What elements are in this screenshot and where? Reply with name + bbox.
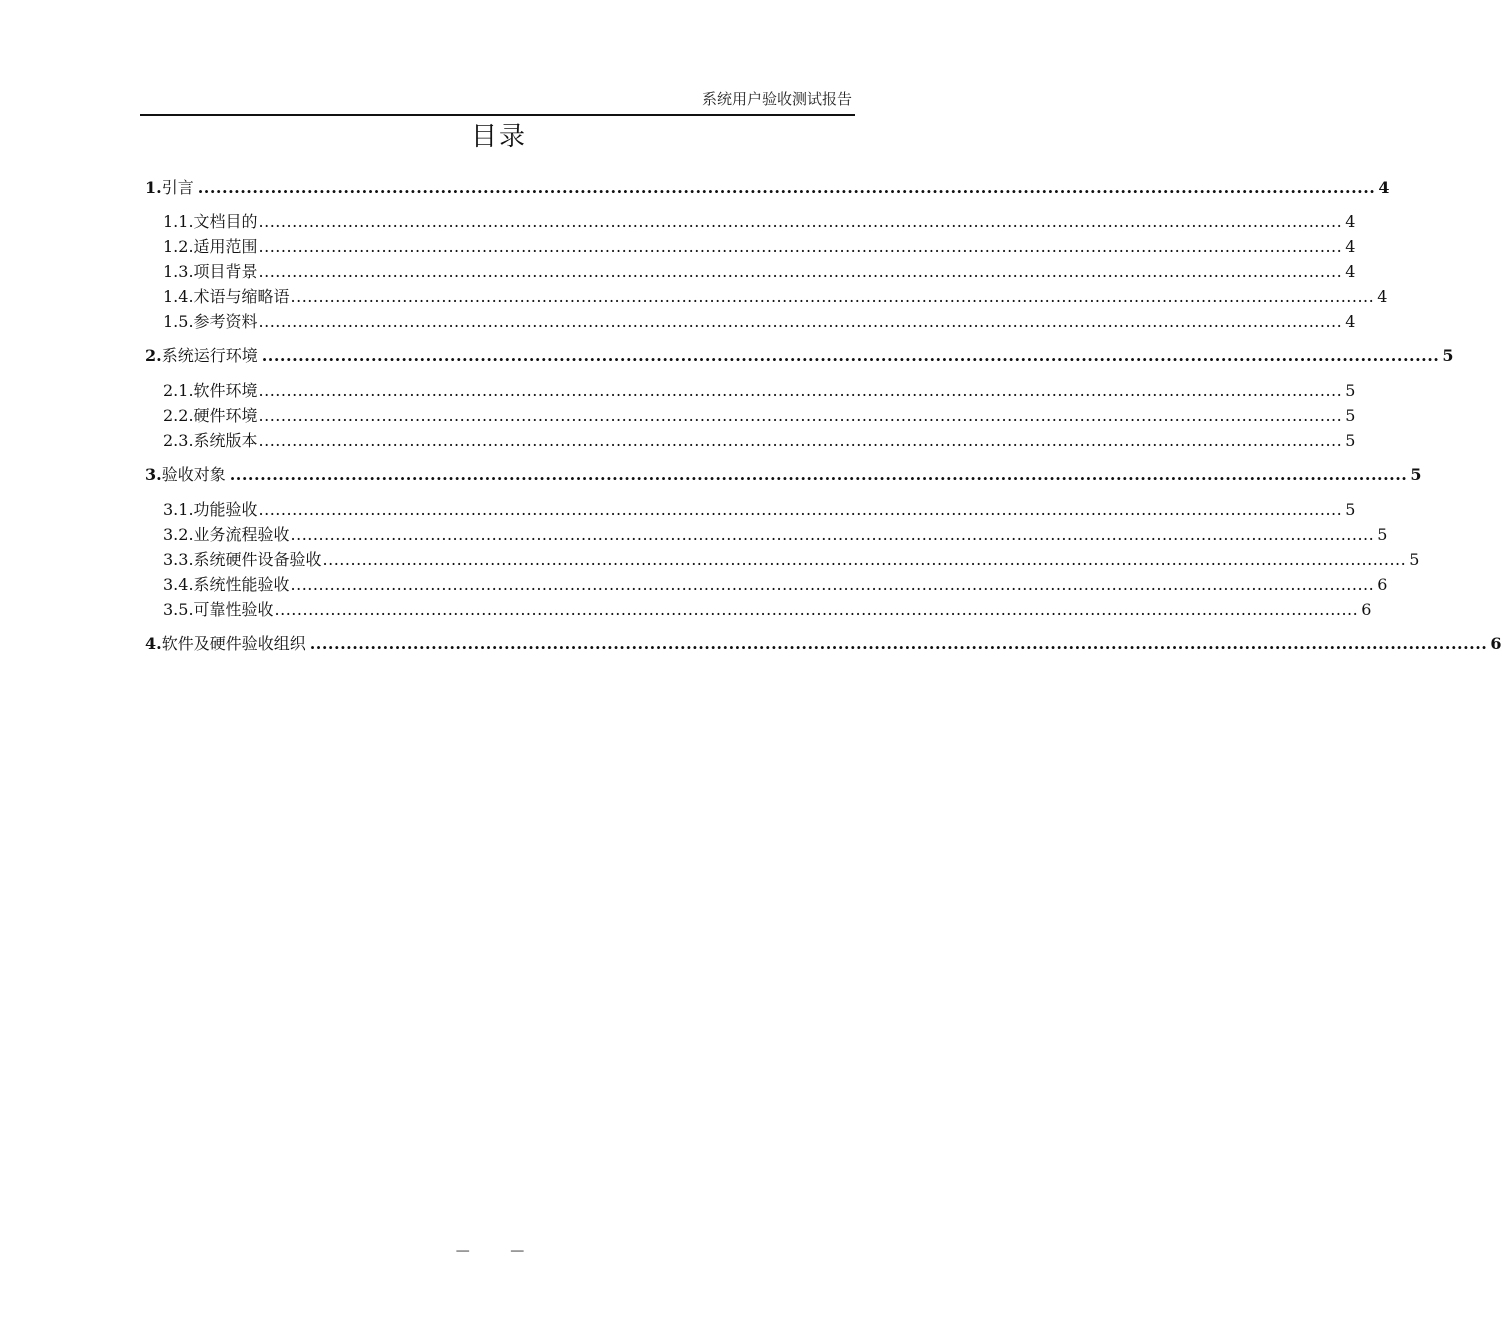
- toc-entry-number: 1.1.: [163, 212, 194, 231]
- toc-leader-dots: ..................................................................................................................................................................................................: [258, 500, 1343, 519]
- toc-entry-label: 软件环境: [193, 381, 258, 400]
- toc-leader-dots: ..................................................................................................................................................................................................: [322, 550, 1407, 569]
- toc-entry-label: 引言: [161, 178, 194, 197]
- toc-entry-label: 项目背景: [193, 262, 258, 281]
- toc-entry[interactable]: [163, 574, 1388, 596]
- toc-entry-label: 硬件环境: [193, 406, 258, 425]
- toc-entry[interactable]: [163, 549, 1420, 571]
- toc-entry-label: 术语与缩略语: [193, 287, 290, 306]
- toc-leader-dots: ..................................................................................................................................................................................................: [258, 212, 1343, 231]
- toc-entry[interactable]: [163, 599, 1372, 621]
- toc-entry-page: 5: [1345, 431, 1356, 450]
- toc-entry[interactable]: [145, 464, 1422, 486]
- toc-entry[interactable]: [163, 499, 1356, 521]
- toc-entry-number: 1.: [145, 178, 162, 197]
- toc-entry-number: 1.5.: [163, 312, 194, 331]
- toc-entry-number: 2.: [145, 346, 162, 365]
- toc-leader-dots: ..................................................................................................................................................................................................: [258, 312, 1343, 331]
- toc-entry-page: 5: [1377, 525, 1388, 544]
- toc-leader-dots: ..................................................................................................................................................................................................: [309, 634, 1488, 653]
- toc-entry-label: 业务流程验收: [193, 525, 290, 544]
- toc-entry-label: 验收对象: [161, 465, 226, 484]
- toc-leader-dots: ..................................................................................................................................................................................................: [197, 178, 1376, 197]
- toc-entry[interactable]: [163, 380, 1356, 402]
- toc-entry[interactable]: [145, 633, 1502, 655]
- toc-entry-page: 5: [1410, 465, 1422, 484]
- toc-entry-label: 系统版本: [193, 431, 258, 450]
- toc-entry-page: 4: [1378, 178, 1390, 197]
- toc-leader-dots: ..................................................................................................................................................................................................: [258, 237, 1343, 256]
- toc-leader-dots: ..................................................................................................................................................................................................: [274, 600, 1359, 619]
- toc-entry-page: 4: [1345, 262, 1356, 281]
- toc-entry-number: 3.3.: [163, 550, 194, 569]
- toc-entry-page: 5: [1345, 500, 1356, 519]
- toc-leader-dots: ..................................................................................................................................................................................................: [290, 525, 1375, 544]
- toc-leader-dots: ..................................................................................................................................................................................................: [258, 406, 1343, 425]
- page-footer-mark: — —: [455, 1243, 543, 1259]
- toc-entry[interactable]: [145, 345, 1454, 367]
- toc-leader-dots: ..................................................................................................................................................................................................: [290, 575, 1375, 594]
- toc-entry-number: 3.5.: [163, 600, 194, 619]
- toc-entry-page: 5: [1345, 381, 1356, 400]
- toc-entry-label: 可靠性验收: [193, 600, 274, 619]
- toc-entry-number: 3.: [145, 465, 162, 484]
- toc-entry-page: 5: [1345, 406, 1356, 425]
- toc-entry-label: 系统硬件设备验收: [193, 550, 322, 569]
- toc-entry-label: 软件及硬件验收组织: [161, 634, 306, 653]
- toc-entry[interactable]: [163, 286, 1388, 308]
- toc-entry-label: 参考资料: [193, 312, 258, 331]
- toc-leader-dots: ..................................................................................................................................................................................................: [258, 262, 1343, 281]
- toc-entry-number: 2.1.: [163, 381, 194, 400]
- toc-entry-number: 1.4.: [163, 287, 194, 306]
- toc-entry-number: 1.2.: [163, 237, 194, 256]
- toc-entry[interactable]: [163, 405, 1356, 427]
- toc-entry-number: 1.3.: [163, 262, 194, 281]
- toc-entry-number: 3.2.: [163, 525, 194, 544]
- toc-entry-page: 6: [1377, 575, 1388, 594]
- toc-entry-number: 2.2.: [163, 406, 194, 425]
- toc-entry[interactable]: [163, 311, 1356, 333]
- toc-entry-page: 5: [1409, 550, 1420, 569]
- toc-entry-page: 4: [1345, 312, 1356, 331]
- toc-entry-label: 功能验收: [193, 500, 258, 519]
- toc-entry-label: 适用范围: [193, 237, 258, 256]
- toc-entry[interactable]: [163, 524, 1388, 546]
- toc-entry-page: 4: [1345, 212, 1356, 231]
- toc-entry-page: 6: [1361, 600, 1372, 619]
- toc-leader-dots: ..................................................................................................................................................................................................: [258, 431, 1343, 450]
- toc-entry[interactable]: [163, 430, 1356, 452]
- page-header-title: 系统用户验收测试报告: [701, 90, 852, 108]
- toc-entry[interactable]: [163, 261, 1356, 283]
- toc-entry[interactable]: [145, 177, 1390, 199]
- toc-entry-page: 6: [1490, 634, 1502, 653]
- toc-entry[interactable]: [163, 236, 1356, 258]
- toc-entry-number: 4.: [145, 634, 162, 653]
- toc-entry[interactable]: [163, 211, 1356, 233]
- toc-entry-page: 4: [1345, 237, 1356, 256]
- toc-leader-dots: ..................................................................................................................................................................................................: [261, 346, 1440, 365]
- toc-entry-number: 3.4.: [163, 575, 194, 594]
- toc-entry-number: 3.1.: [163, 500, 194, 519]
- toc-leader-dots: ..................................................................................................................................................................................................: [229, 465, 1408, 484]
- toc-entry-label: 系统运行环境: [161, 346, 258, 365]
- toc-entry-page: 4: [1377, 287, 1388, 306]
- toc-title: 目录: [470, 122, 527, 152]
- toc-entry-page: 5: [1442, 346, 1454, 365]
- toc-entry-label: 文档目的: [193, 212, 258, 231]
- toc-entry-number: 2.3.: [163, 431, 194, 450]
- toc-entry-label: 系统性能验收: [193, 575, 290, 594]
- toc-leader-dots: ..................................................................................................................................................................................................: [290, 287, 1375, 306]
- toc-leader-dots: ..................................................................................................................................................................................................: [258, 381, 1343, 400]
